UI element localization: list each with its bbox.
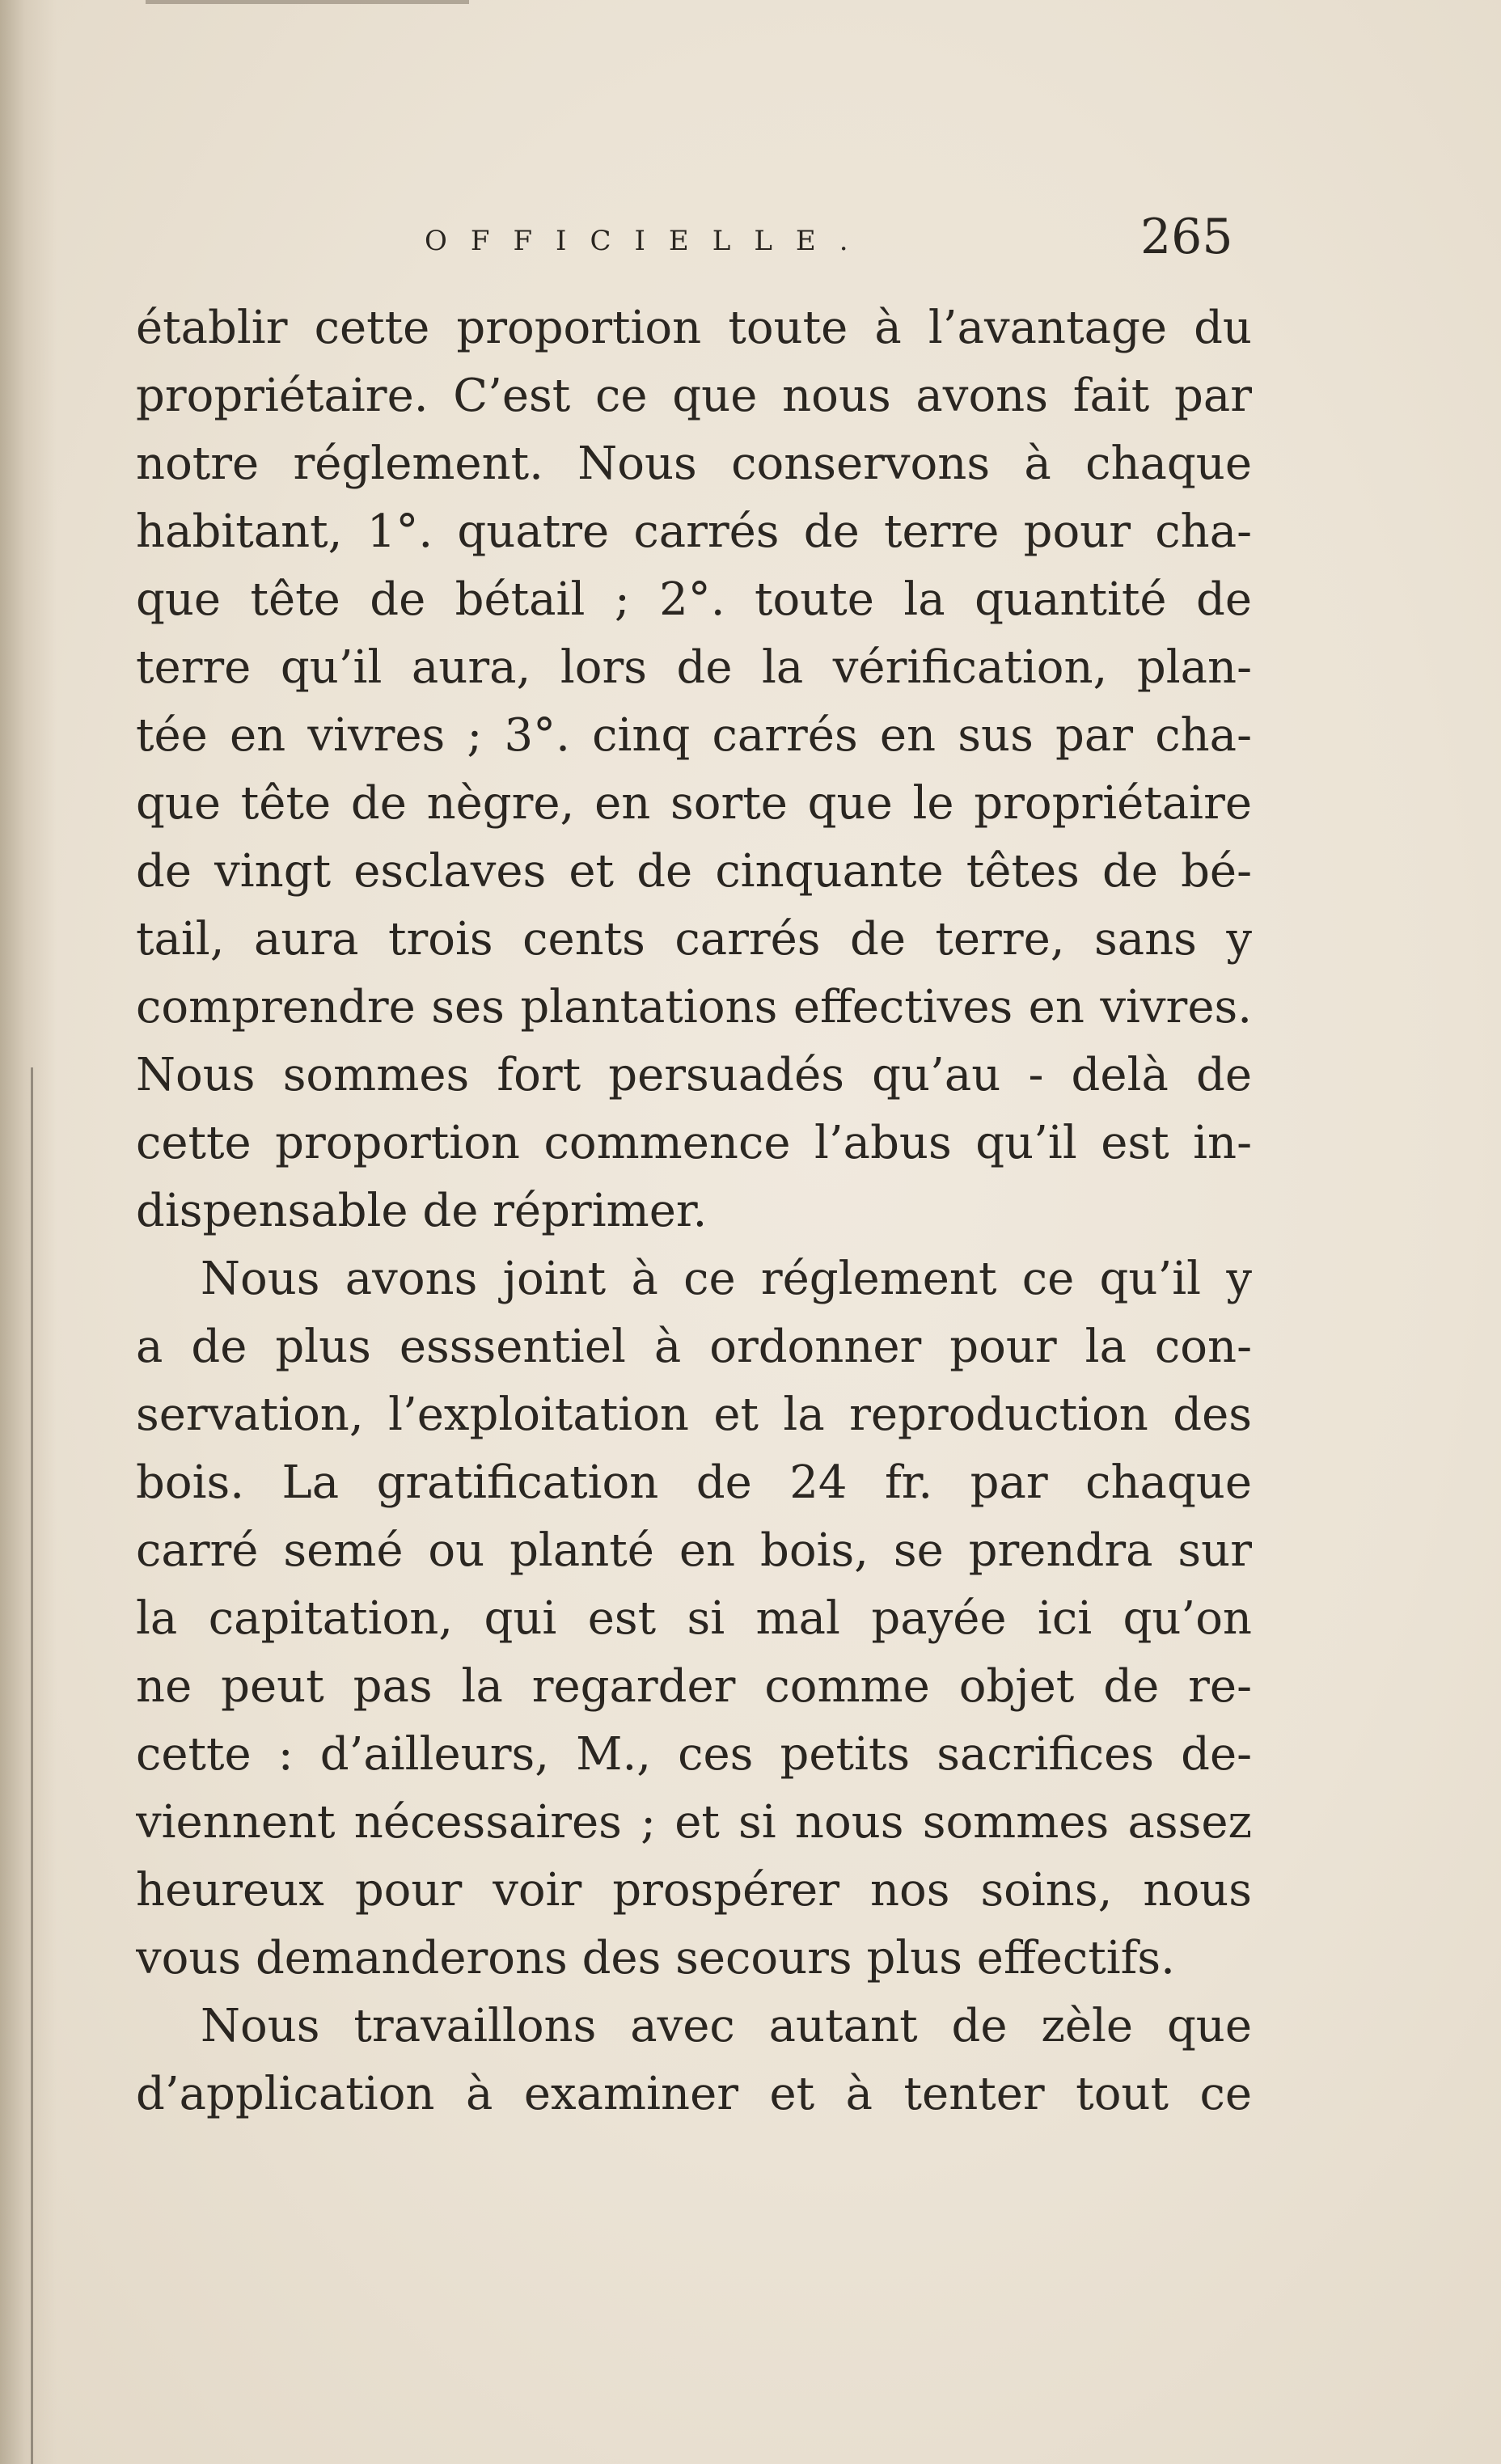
binding-gutter — [0, 0, 57, 2464]
binding-edge-line — [31, 1067, 33, 2464]
text-line: notre réglement. Nous conservons à chaque — [136, 437, 1252, 490]
text-line: Nous avons joint à ce réglement ce qu’il y — [201, 1253, 1252, 1305]
page-number: 265 — [1140, 209, 1233, 265]
text-line: terre qu’il aura, lors de la vérification, plan- — [136, 641, 1252, 694]
body-text — [136, 294, 1252, 2128]
text-line: bois. La gratification de 24 fr. par chaque — [136, 1456, 1252, 1509]
text-line: que tête de bétail ; 2°. toute la quantité de — [136, 573, 1252, 626]
text-line: cette : d’ailleurs, M., ces petits sacrifices de- — [136, 1728, 1252, 1781]
text-line: la capitation, qui est si mal payée ici qu’on — [136, 1592, 1252, 1645]
text-line: que tête de nègre, en sorte que le propriétaire — [136, 777, 1252, 830]
text-line: d’application à examiner et à tenter tout ce — [136, 2068, 1252, 2120]
text-line: établir cette proportion toute à l’avantage du — [136, 302, 1252, 354]
text-line: Nous travaillons avec autant de zèle que — [201, 2000, 1252, 2052]
text-line: vous demanderons des secours plus effectifs. — [136, 1932, 1175, 1984]
text-line: carré semé ou planté en bois, se prendra sur — [136, 1524, 1252, 1577]
text-line: servation, l’exploitation et la reproduction des — [136, 1388, 1252, 1441]
text-line: viennent nécessaires ; et si nous sommes assez — [136, 1796, 1252, 1849]
text-line: de vingt esclaves et de cinquante têtes de bé- — [136, 845, 1252, 898]
top-edge-rule — [146, 0, 469, 4]
text-line: tail, aura trois cents carrés de terre, sans y — [136, 913, 1252, 966]
running-title: OFFICIELLE. — [425, 225, 872, 257]
text-line: Nous sommes fort persuadés qu’au - delà de — [136, 1049, 1252, 1101]
text-line: tée en vivres ; 3°. cinq carrés en sus par cha- — [136, 709, 1252, 762]
text-line: comprendre ses plantations effectives en vivres. — [136, 981, 1252, 1033]
text-line: habitant, 1°. quatre carrés de terre pour cha- — [136, 505, 1252, 558]
text-line: dispensable de réprimer. — [136, 1185, 708, 1237]
text-line: ne peut pas la regarder comme objet de re- — [136, 1660, 1252, 1713]
text-line: propriétaire. C’est ce que nous avons fait par — [136, 370, 1252, 422]
paragraph-3 — [136, 1993, 1252, 2128]
paragraph-2 — [136, 1245, 1252, 1993]
text-line: cette proportion commence l’abus qu’il est in- — [136, 1117, 1252, 1169]
text-line: a de plus esssentiel à ordonner pour la con- — [136, 1321, 1252, 1373]
paragraph-1 — [136, 294, 1252, 1245]
text-line: heureux pour voir prospérer nos soins, nous — [136, 1864, 1252, 1917]
